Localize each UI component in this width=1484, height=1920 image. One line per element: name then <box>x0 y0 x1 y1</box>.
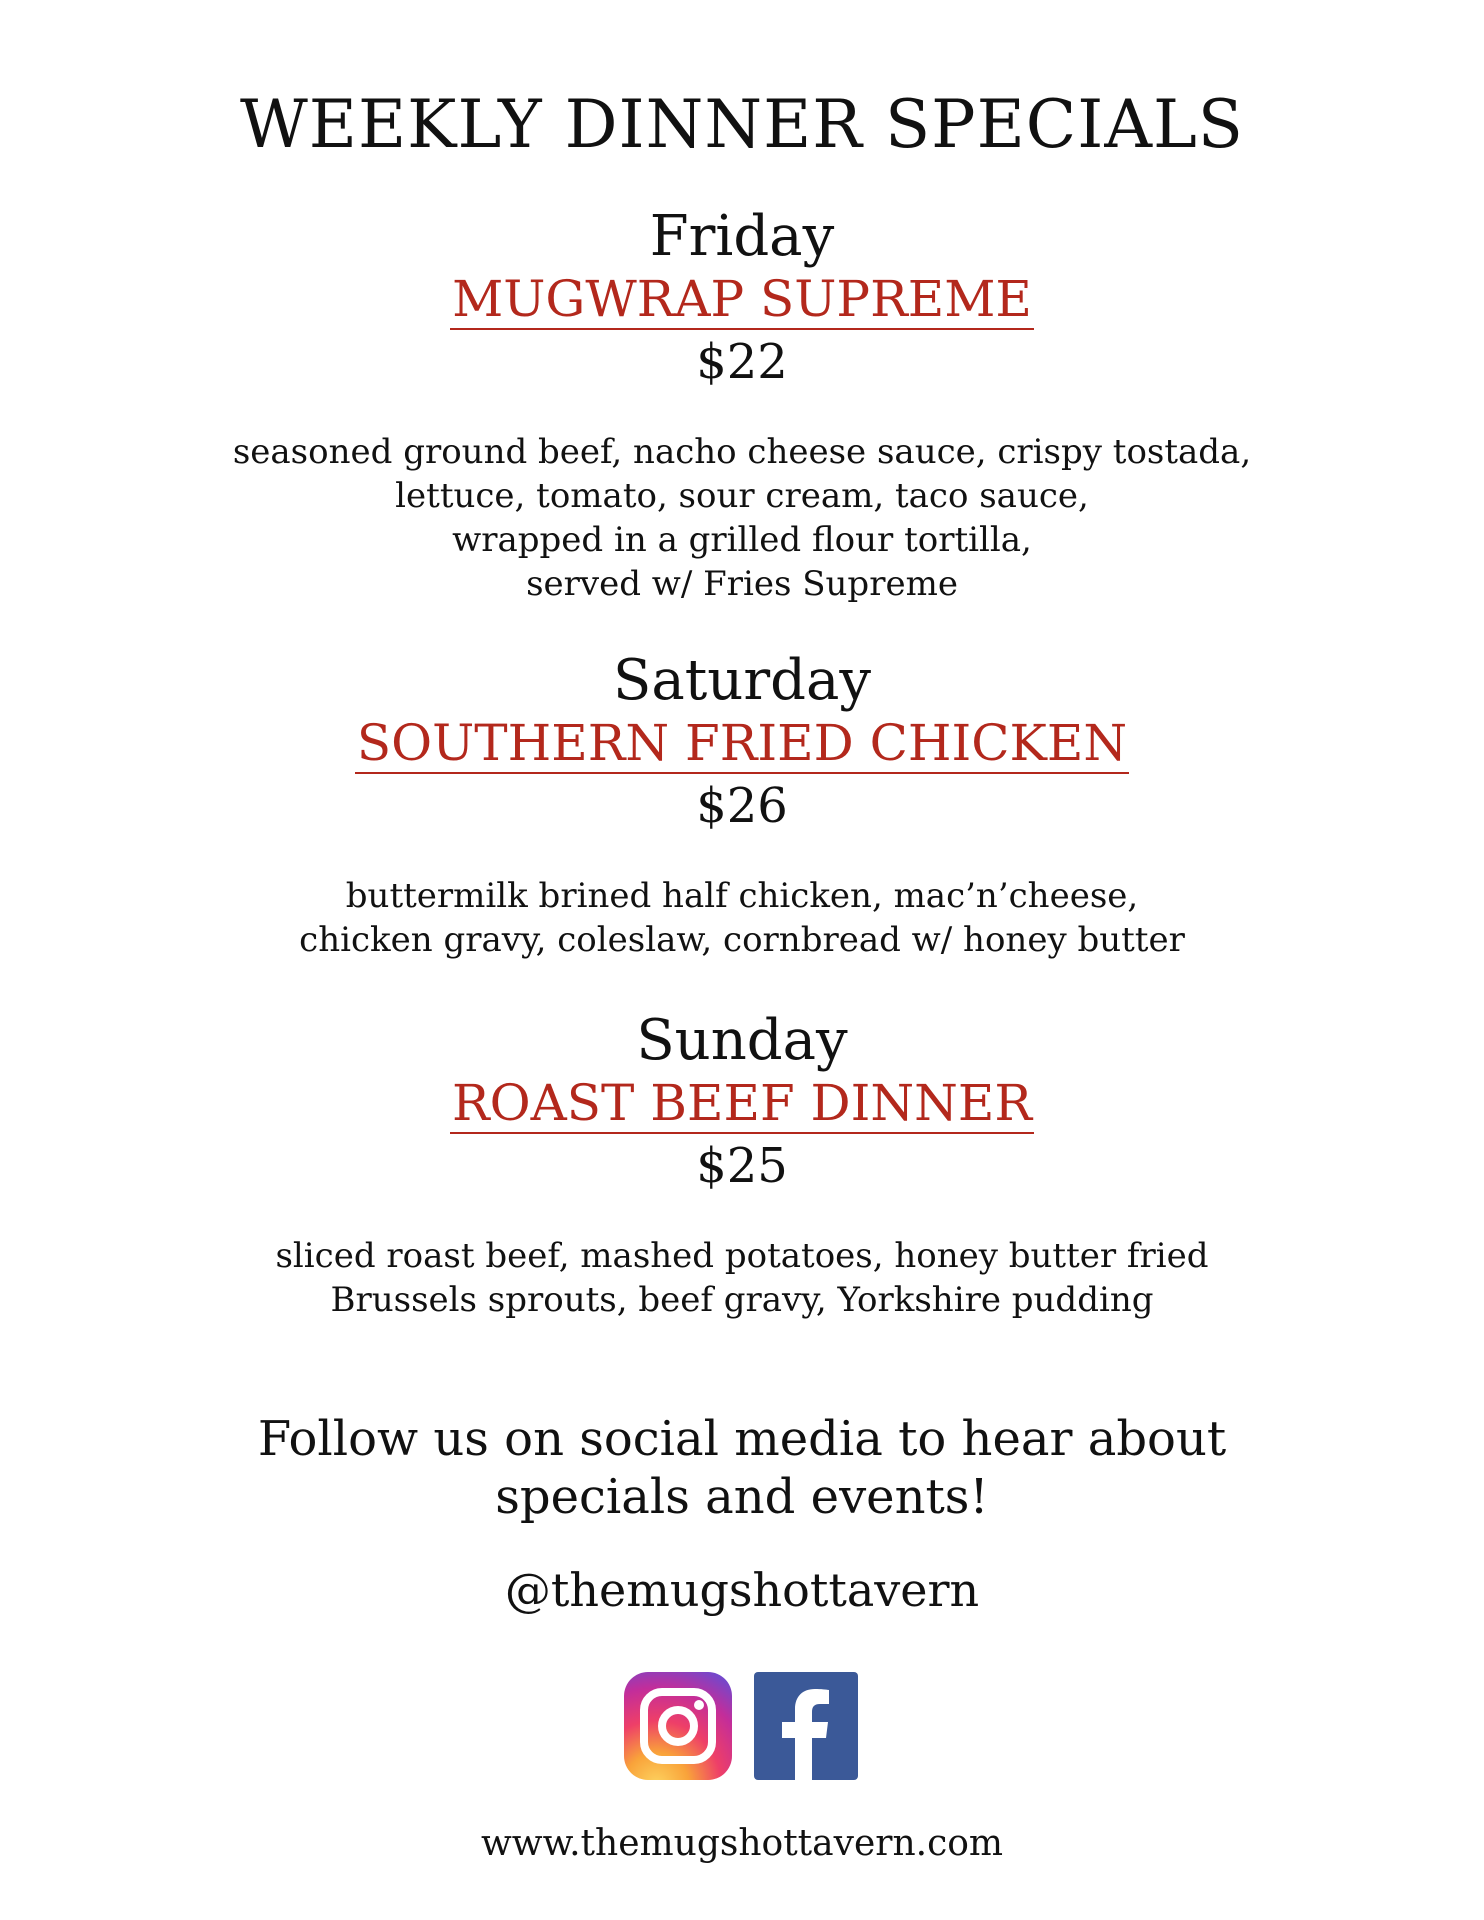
social-follow-text <box>0 1410 1484 1526</box>
social-icons <box>0 1672 1484 1782</box>
description-line: served w/ Fries Supreme <box>526 564 958 604</box>
description-line: sliced roast beef, mashed potatoes, honey butter fried <box>275 1236 1209 1276</box>
special-price: $26 <box>696 778 788 834</box>
special-description <box>0 874 1484 962</box>
description-line: seasoned ground beef, nacho cheese sauce, crispy tostada, <box>232 432 1252 472</box>
special-day: Saturday <box>613 648 871 713</box>
description-line: buttermilk brined half chicken, mac’n’cheese, <box>345 876 1139 916</box>
website-url[interactable]: www.themugshottavern.com <box>480 1823 1004 1864</box>
special-description <box>0 1234 1484 1322</box>
description-line: wrapped in a grilled flour tortilla, <box>452 520 1032 560</box>
description-line: chicken gravy, coleslaw, cornbread w/ honey butter <box>299 920 1185 960</box>
special-description <box>0 430 1484 606</box>
special-dish: ROAST BEEF DINNER <box>451 1074 1033 1132</box>
facebook-icon[interactable] <box>752 1672 860 1780</box>
description-line: lettuce, tomato, sour cream, taco sauce, <box>395 476 1089 516</box>
special-day: Sunday <box>636 1008 848 1073</box>
special-saturday <box>0 648 1484 962</box>
special-friday <box>0 204 1484 606</box>
special-price: $22 <box>696 334 788 390</box>
special-dish: SOUTHERN FRIED CHICKEN <box>356 714 1128 772</box>
social-handle: @themugshottavern <box>504 1563 980 1617</box>
description-line: Brussels sprouts, beef gravy, Yorkshire pudding <box>330 1280 1154 1320</box>
follow-line: specials and events! <box>495 1469 989 1525</box>
special-price: $25 <box>696 1138 788 1194</box>
special-day: Friday <box>649 204 835 269</box>
special-dish: MUGWRAP SUPREME <box>452 270 1032 328</box>
instagram-icon[interactable] <box>624 1672 732 1780</box>
special-sunday <box>0 1008 1484 1322</box>
follow-line: Follow us on social media to hear about <box>257 1411 1227 1467</box>
page-title: WEEKLY DINNER SPECIALS <box>239 86 1245 163</box>
